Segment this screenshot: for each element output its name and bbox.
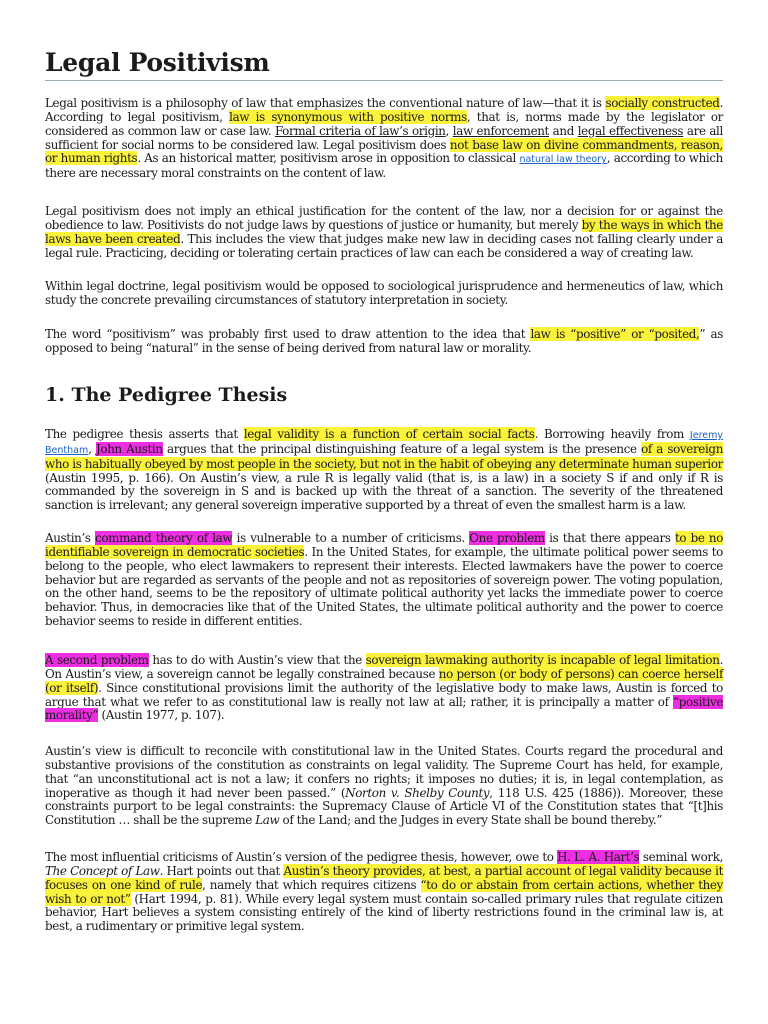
highlight: of a sovereign who is habitually obeyed by most people in the society, but not in the habit of obeying any determinate human superior (45, 441, 724, 471)
highlight: law is “positive” or “posited, (530, 327, 700, 341)
highlight: law is synonymous with positive norms (229, 109, 467, 124)
highlight: to be no identifiable sovereign in democratic societies (45, 531, 724, 559)
section-heading: 1. The Pedigree Thesis (45, 384, 288, 406)
highlight: no person (or body of persons) can coerce herself (or itself) (45, 666, 723, 695)
highlight: socially constructed (605, 96, 720, 110)
highlight: legal validity is a function of certain social facts (243, 427, 535, 441)
paragraph-intro: Legal positivism is a philosophy of law that emphasizes the conventional nature of law—that it is socially constructed. According to legal positivism, law is synonymous with positive norms, that is, norms made by the legislator or considered as common law or case law. Formal criteria of law’s origin, law enforcement and legal effectiveness are all sufficient for social norms to be considered law. Legal positivism does not base law on divine commandments, reason, or human rights. As an historical matter, positivism arose in opposition to classical natural law theory, according to which there are necessary moral constraints on the content of law. (45, 96, 724, 181)
highlight-pink: A second problem (45, 653, 149, 667)
title-divider (45, 80, 723, 81)
paragraph-2: Legal positivism does not imply an ethical justification for the content of the law, nor a decision for or against the obedience to law. Positivists do not judge laws by questions of justice or humanity, but merely by the ways in which the laws have been created. This includes the view that judges make new law in deciding cases not falling clearly under a legal rule. Practicing, deciding or tolerating certain practices of law can each be considered a way of creating law. (45, 204, 723, 260)
paragraph-6: Austin’s command theory of law is vulnerable to a number of criticisms. One problem is that there appears to be no identifiable sovereign in democratic societies. In the United States, for example, the ultimate political power seems to belong to the people, who elect lawmakers to represent their interests. Elected lawmakers have the power to coerce behavior but are regarded as servants of the people and not as repositories of sovereign power. The voting population, on the other hand, seems to be the repository of ultimate political authority yet lacks the immediate power to coerce behavior. Thus, in democracies like that of the United States, the ultimate political authority and the power to coerce behavior seems to reside in different entities. (45, 531, 724, 629)
highlight-pink: “positive morality” (45, 694, 723, 723)
paragraph-4: The word “positivism” was probably first used to draw attention to the idea that law is “positive” or “posited,” as opposed to being “natural” in the sense of being derived from natural law or morality. (45, 327, 723, 355)
link-natural-law-theory[interactable]: natural law theory (519, 154, 607, 166)
highlight-pink: One problem (469, 531, 545, 545)
highlight-pink: John Austin (95, 441, 163, 456)
paragraph-5: The pedigree thesis asserts that legal validity is a function of certain social facts. Borrowing heavily from Jeremy Bentham, John Austin argues that the principal distinguishing feature of a legal system is the presence of a sovereign who is habitually obeyed by most people in the society, but not in the habit of obeying any determinate human superior (Austin 1995, p. 166). On Austin’s view, a rule R is legally valid (that is, is a law) in a society S if and only if R is commanded by the sovereign in S and is backed up with the threat of a sanction. The severity of the threatened sanction is irrelevant; any general sovereign imperative supported by a threat of even the smallest harm is a law. (45, 427, 724, 513)
paragraph-9: The most influential criticisms of Austin’s version of the pedigree thesis, however, owe to H. L. A. Hart’s seminal work, The Concept of Law. Hart points out that Austin’s theory provides, at best, a partial account of legal validity because it focuses on one kind of rule, namely that which requires citizens “to do or abstain from certain actions, whether they wish to or not” (Hart 1994, p. 81). While every legal system must contain so-called primary rules that regulate citizen behavior, Hart believes a system consisting entirely of the kind of liberty restrictions found in the criminal law is, at best, a rudimentary or primitive legal system. (45, 850, 723, 934)
highlight: not base law on divine commandments, reason, or human rights (45, 137, 723, 166)
paragraph-3: Within legal doctrine, legal positivism would be opposed to sociological jurisprudence and hermeneutics of law, which study the concrete prevailing circumstances of statutory interpretation in society. (45, 279, 723, 307)
highlight-pink: H. L. A. Hart’s (557, 850, 640, 864)
highlight: “to do or abstain from certain actions, whether they wish to or not” (45, 877, 723, 906)
page-title: Legal Positivism (45, 48, 270, 77)
link-jeremy-bentham[interactable]: Jeremy Bentham (45, 430, 723, 456)
paragraph-8: Austin’s view is difficult to reconcile with constitutional law in the United States. Courts regard the procedural and substantive provisions of the constitution as constraints on legal validity. The Supreme Court has held, for example, that “an unconstitutional act is not a law; it confers no rights; it imposes no duties; it is, in legal contemplation, as inoperative as though it had never been passed.” (Norton v. Shelby County, 118 U.S. 425 (1886)). Moreover, these constraints purport to be legal constraints: the Supremacy Clause of Article VI of the Constitution states that “[t]his Constitution … shall be the supreme Law of the Land; and the Judges in every State shall be bound thereby.” (45, 744, 723, 828)
highlight: by the ways in which the laws have been created (45, 217, 723, 246)
highlight-pink: command theory of law (95, 531, 233, 545)
highlight: sovereign lawmaking authority is incapable of legal limitation (365, 653, 720, 667)
paragraph-7: A second problem has to do with Austin’s view that the sovereign lawmaking authority is incapable of legal limitation. On Austin’s view, a sovereign cannot be legally constrained because no person (or body of persons) can coerce herself (or itself). Since constitutional provisions limit the authority of the legislative body to make laws, Austin is forced to argue that what we refer to as constitutional law is really not law at all; rather, it is principally a matter of “positive morality” (Austin 1977, p. 107). (45, 653, 723, 723)
highlight: Austin’s theory provides, at best, a partial account of legal validity because it focuses on one kind of rule (45, 863, 723, 892)
